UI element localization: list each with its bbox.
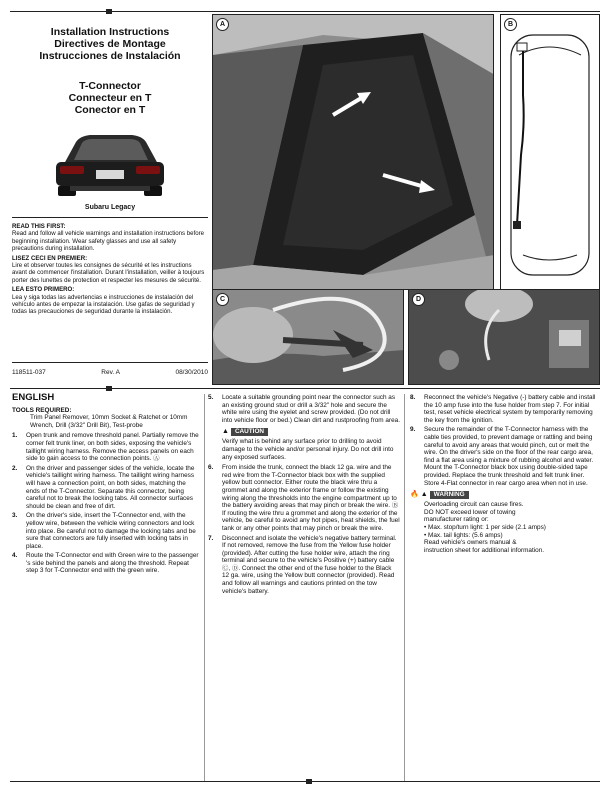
warning-line: • Max. stop/turn light: 1 per side (2.1 amps) [424,523,546,531]
step-text: From inside the trunk, connect the black 12 ga. wire and the red wire from the T-Connector black box with the supplied yellow butt connector. Either route the black wire thru a grommet and along the exterior frame or follow the existing wiring along the thresholds into the engine compartment up to the battery avoiding areas that may pinch or break the wire. Ⓑ If routing the wire thru a grommet and along the exterior of the vehicle, be careful to avoid any hot pipes, heat shields, the fuel tank or any other points that may pinch or break the wire. [222,464,400,532]
caution-block [222,428,400,436]
warning-text [424,501,600,554]
step-text: Reconnect the vehicle's Negative (-) battery cable and install the 10 amp fuse into the fuse holder from step 7. For initial test, reset vehicle electrical system by temporarily removing the key from the ignition. [424,394,596,424]
step-1 [12,432,200,462]
step-number: 9. [410,426,416,434]
step-text: Disconnect and isolate the vehicle's negative battery terminal. If not removed, remove the fuse from the Yellow fuse holder (provided). After cutting the fuse holder wire, attach the ring terminal and secure to the vehicle's Positive (+) battery cable Ⓒ, Ⓓ. Connect the other end of the fuse holder to the Black 12 ga. wire, using the Yellow butt connector (provided). Read and follow all warnings and cautions printed on the tow vehicle's battery. [222,534,397,595]
title-en: Installation Instructions [50,26,170,38]
column-3 [410,394,600,554]
caution-triangle-icon: ▲ [222,428,229,436]
document-meta [12,369,208,376]
warning-line: • Max. tail lights: (5.6 amps) [424,531,503,539]
caution-text: Verify what is behind any surface prior to drilling to avoid damage to the vehicle and/or personal injury. Do not drill into any exposed surfaces. [222,438,394,461]
step-4 [12,552,200,575]
read-first-heading-en: READ THIS FIRST: [12,223,66,230]
warning-block [410,491,600,499]
top-rule [10,11,600,12]
middle-rule [10,388,600,389]
read-first-body-es: Lea y siga todas las advertencias e instrucciones de instalación del vehículo antes de empezar la instalación. Use gafas de seguridad y todas las precauciones de seguridad durante la instalación. [12,293,195,316]
figure-b-badge: B [504,18,517,31]
warning-line: Read vehicle's owners manual & [424,539,517,547]
step-3 [12,512,200,550]
column-1 [12,394,200,577]
language-heading: ENGLISH [12,392,55,403]
revision-date: 08/30/2010 [175,369,208,376]
warning-line: instruction sheet for additional information. [424,546,545,554]
figure-d-photo [408,289,600,385]
read-first-body-en: Read and follow all vehicle warnings and installation instructions before beginning installation. Wear safety glasses and use all safety precautions during installation. [12,230,205,253]
caution-label: CAUTION [231,428,268,436]
step-text: On the driver and passenger sides of the vehicle, locate the vehicle's taillight wiring harness. The taillight wiring harness will have a connection point, on both sides, matching the ends of the T-Connector. Separate this connector, being careful not to break the locking tabs. All connector surfaces should be clean and free of dirt. [26,464,195,510]
vehicle-caption: Subaru Legacy [84,204,136,211]
warning-line: DO NOT exceed lower of towing [424,508,516,516]
step-text: Open trunk and remove threshold panel. Partially remove the corner felt trunk liner, on both sides, exposing the vehicle's taillight wiring harness. Remove the access panels on each side to gain access to the connection points. Ⓐ [26,432,199,463]
step-8 [410,394,600,424]
column-divider [404,394,405,782]
column-divider [204,394,205,782]
step-text: Locate a suitable grounding point near the connector such as an existing ground stud or drill a 3/32" hole and secure the white wire using the eyelet and screw provided. (Do not drill into vehicle floor or bed.) Clean dirt and rustproofing from area. [222,394,400,424]
step-number: 5. [208,394,214,401]
step-number: 4. [12,552,18,560]
warning-triangle-icon: ▲ [420,491,428,499]
step-7 [208,535,400,596]
product-fr: Connecteur en T [68,92,152,104]
read-first-heading-fr: LISEZ CECI EN PREMIER: [12,254,88,262]
figure-a-photo [212,14,494,290]
tools-heading: TOOLS REQUIRED: [12,406,72,414]
product-en: T-Connector [79,80,141,92]
title-es: Instrucciones de Instalación [39,50,181,62]
warning-line: manufacturer rating or: [424,516,489,524]
read-first-box [12,217,208,318]
bottom-rule [10,781,600,782]
step-5 [208,394,400,424]
tools-list: Trim Panel Remover, 10mm Socket & Ratchet or 10mm Wrench, Drill (3/32" Drill Bit), Test-probe [30,414,188,429]
step-text: Secure the remainder of the T-Connector harness with the cable ties provided, to prevent damage or rattling and being careful to avoid any areas that would pinch, cut or melt the wire. On the driver's side on the floor of the rear cargo area, find a flat area using a mixture of rubbing alcohol and water. Mount the T-Connector black box using double-sided tape provided. Replace the trunk threshold and felt trunk liner. Store 4-Flat connector in rear cargo area when not in use. [424,426,594,487]
step-number: 2. [12,464,18,472]
figure-d-badge: D [412,293,425,306]
step-text: Route the T-Connector end with Green wire to the passenger 's side behind the panels and along the threshold. Repeat step 3 for T-Connector end with the green wire. [26,552,199,575]
title-fr: Directives de Montage [54,38,166,50]
step-number: 3. [12,512,18,520]
step-6 [208,464,400,532]
revision: Rev. A [101,369,120,376]
figure-a-badge: A [216,18,229,31]
figure-b-diagram [500,14,600,290]
read-first-body-fr: Lire et observer toutes les consignes de sécurité et les instructions avant de commencer l'installation. Durant l'installation, veiller à toujours porter des lunettes de protection et respecter les mesures de sécurité. [12,262,205,284]
part-number: 118511-037 [12,369,46,376]
step-9 [410,426,600,487]
figure-c-photo [212,289,404,385]
step-number: 7. [208,534,214,542]
step-2 [12,465,200,511]
step-number: 8. [410,394,416,401]
read-first-rule [12,362,208,363]
product-es: Conector en T [74,104,146,116]
vehicle-image [50,124,170,200]
warning-label: WARNING [430,491,469,499]
step-text: On the driver's side, insert the T-Connector end, with the yellow wire, between the vehicle wiring connectors and lock into place. Be careful not to damage the locking tabs and be sure that connectors are fully inserted with locking tabs in place. [26,512,196,550]
step-number: 1. [12,432,18,440]
read-first-heading-es: LEA ESTO PRIMERO: [12,286,75,294]
fire-icon: 🔥 [410,491,419,499]
figure-c-badge: C [216,293,229,306]
step-number: 6. [208,464,214,472]
warning-line: Overloading circuit can cause fires. [424,501,524,509]
title-block [12,26,208,211]
column-2 [208,394,400,597]
